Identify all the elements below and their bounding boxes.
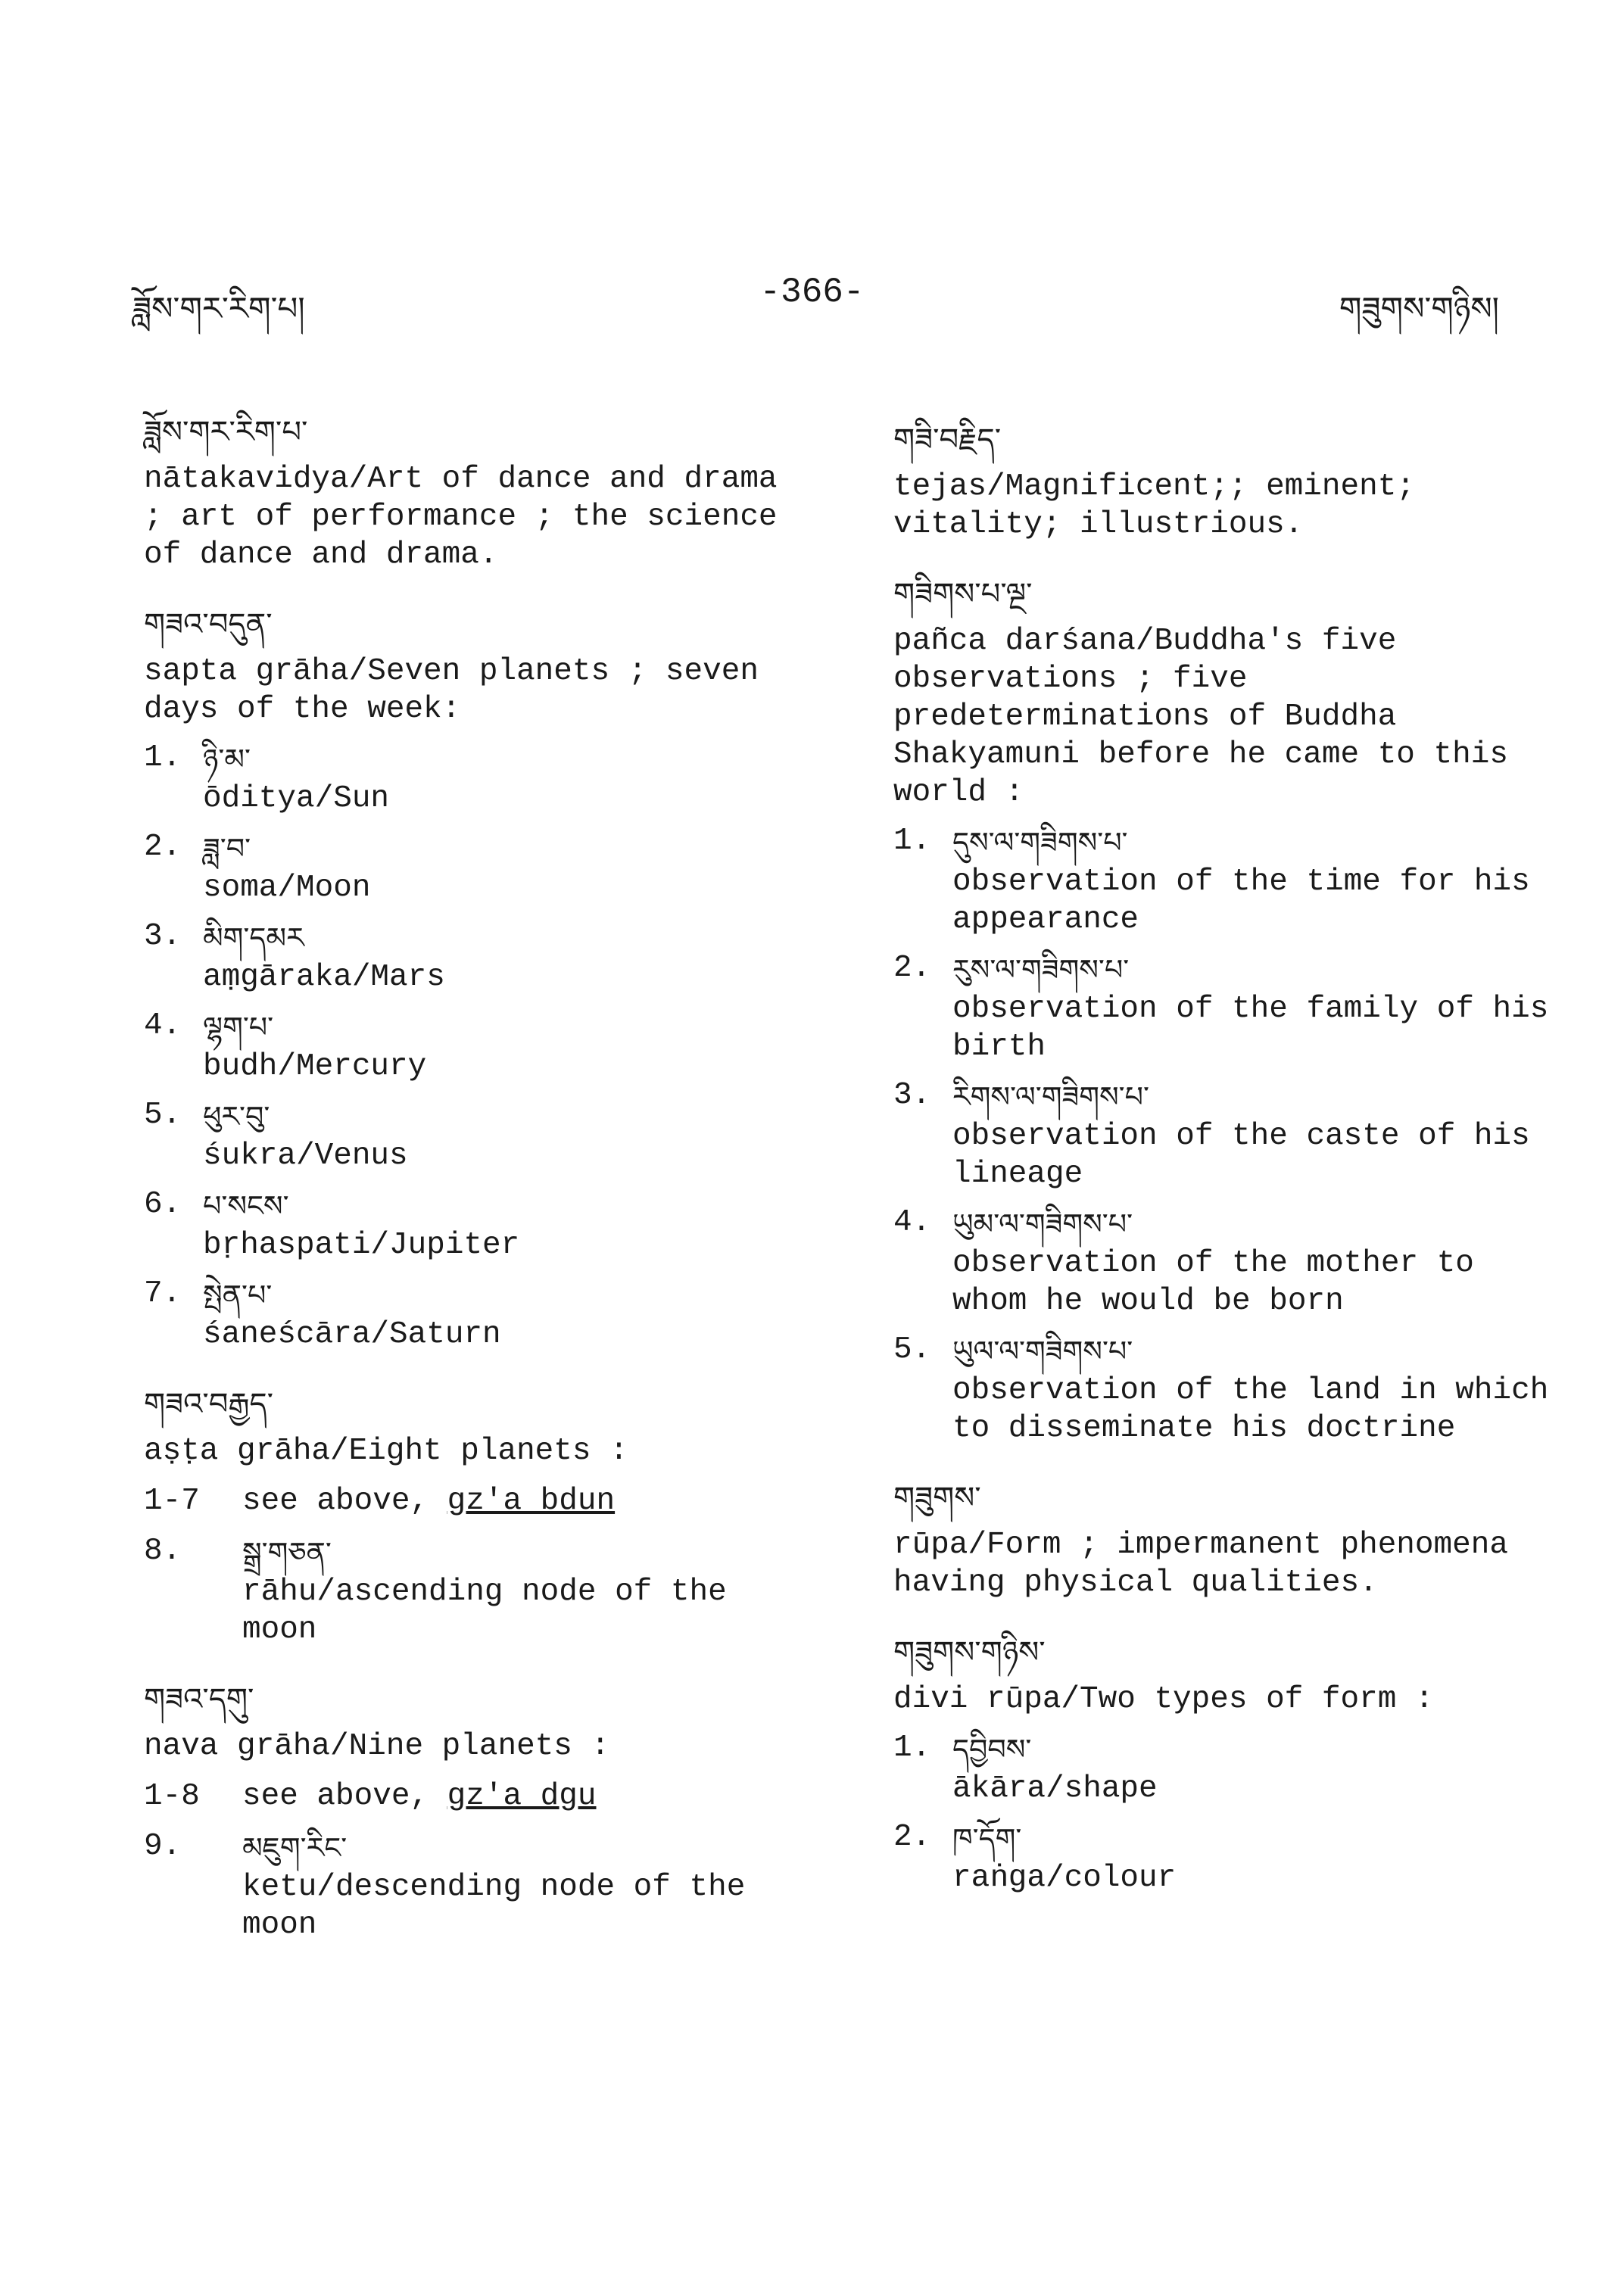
entry-nava-graha <box>144 1676 810 1944</box>
item-gloss: observation of the mother to whom he would be born <box>952 1246 1474 1319</box>
item-tibetan: ཟླ་བ་ <box>203 832 251 865</box>
item-gloss: ākāra/shape <box>952 1771 1158 1806</box>
entry-term: གཟུགས་ <box>893 1481 981 1516</box>
item-number: 2. <box>893 1820 931 1855</box>
item-number: 4. <box>893 1205 931 1240</box>
item-number: 2. <box>144 830 182 865</box>
entry-sapta-graha <box>144 601 810 1354</box>
item-gloss: ketu/descending node of the moon <box>242 1870 746 1943</box>
item-tibetan: པ་སངས་ <box>203 1189 289 1223</box>
list-item <box>893 949 1560 1066</box>
item-number: 7. <box>144 1276 182 1311</box>
entry-term: གཟིགས་པ་ལྔ་ <box>893 577 1033 612</box>
right-column <box>893 416 1560 1924</box>
entry-definition: divi rūpa/Two types of form : <box>893 1682 1434 1717</box>
list-item <box>144 918 810 996</box>
item-number: 3. <box>144 919 182 954</box>
item-number: 5. <box>893 1332 931 1367</box>
item-number: 6. <box>144 1187 182 1222</box>
entry-term: གཟུགས་གཉིས་ <box>893 1635 1046 1670</box>
item-tibetan: རུས་ལ་གཟིགས་པ་ <box>952 953 1130 986</box>
item-tibetan: ཕུར་བུ་ <box>203 1100 270 1133</box>
entry-definition: sapta grāha/Seven planets ; seven days of the week: <box>144 654 759 727</box>
entry-tejas <box>893 416 1560 544</box>
cross-reference <box>144 1482 810 1520</box>
item-tibetan: དུས་ལ་གཟིགས་པ་ <box>952 826 1128 859</box>
list-item <box>144 1275 810 1354</box>
list-item <box>144 1185 810 1264</box>
item-number: 1. <box>893 1731 931 1765</box>
running-head-right: གཟུགས་གཉིས། <box>1339 290 1499 327</box>
item-number: 1. <box>144 740 182 775</box>
cross-reference <box>144 1777 810 1815</box>
entry-term: གཟའ་དགུ་ <box>144 1682 254 1717</box>
ref-text: see above, <box>242 1779 447 1814</box>
list-item <box>893 1204 1560 1320</box>
item-tibetan: ཉི་མ་ <box>203 743 251 776</box>
list-item <box>893 1076 1560 1193</box>
entry-divi-rupa <box>893 1629 1560 1897</box>
page-number: -366- <box>759 273 865 312</box>
entry-panca-darsana <box>893 571 1560 1447</box>
item-gloss: observation of the family of his birth <box>952 992 1549 1064</box>
item-number: 8. <box>144 1534 182 1569</box>
item-tibetan: སྒྲ་གཅན་ <box>242 1536 332 1569</box>
list-item <box>893 1729 1560 1808</box>
item-gloss: ōditya/Sun <box>203 781 390 816</box>
ref-link: gz'a bdun <box>447 1484 616 1519</box>
item-tibetan: ལྷག་པ་ <box>203 1011 274 1044</box>
entry-definition: pañca darśana/Buddha's five observations ; five predeterminations of Buddha Shakyamuni before he came to this world : <box>893 624 1508 810</box>
item-tibetan: རིགས་ལ་གཟིགས་པ་ <box>952 1080 1149 1114</box>
list-item <box>144 1827 810 1944</box>
entry-definition: nātakavidya/Art of dance and drama ; art of performance ; the science of dance and drama. <box>144 462 778 572</box>
entry-term: ཟློས་གར་རིག་པ་ <box>144 415 308 450</box>
item-gloss: śukra/Venus <box>203 1139 408 1173</box>
item-tibetan: མིག་དམར <box>203 921 304 955</box>
ref-link: gz'a dgu <box>447 1779 597 1814</box>
item-gloss: budh/Mercury <box>203 1049 427 1084</box>
item-tibetan: ཡུམ་ལ་གཟིགས་པ་ <box>952 1207 1133 1241</box>
item-number: 5. <box>144 1098 182 1132</box>
list-item <box>893 1331 1560 1447</box>
list-item <box>144 828 810 907</box>
item-number: 4. <box>144 1008 182 1043</box>
ref-number: 1-7 <box>144 1484 200 1519</box>
entry-asta-graha <box>144 1381 810 1649</box>
item-gloss: observation of the caste of his lineage <box>952 1119 1530 1192</box>
item-gloss: observation of the land in which to disseminate his doctrine <box>952 1373 1549 1446</box>
list-item <box>144 1532 810 1649</box>
item-gloss: raṅga/colour <box>952 1861 1177 1896</box>
list-item <box>144 1096 810 1175</box>
entry-term: གཟའ་བརྒྱད་ <box>144 1387 274 1422</box>
item-gloss: śaneścāra/Saturn <box>203 1317 501 1352</box>
entry-definition: aṣṭa grāha/Eight planets : <box>144 1434 628 1469</box>
item-tibetan: མཇུག་རིང་ <box>242 1831 348 1865</box>
list-item <box>144 739 810 818</box>
item-number: 3. <box>893 1078 931 1113</box>
entry-term: གཟའ་བདུན་ <box>144 607 273 642</box>
entry-term: གཟི་བརྗིད་ <box>893 422 1002 457</box>
item-gloss: observation of the time for his appearance <box>952 865 1530 937</box>
entry-definition: rūpa/Form ; impermanent phenomena having physical qualities. <box>893 1528 1508 1600</box>
item-tibetan: དབྱིབས་ <box>952 1733 1032 1766</box>
item-gloss: bṛhaspati/Jupiter <box>203 1228 520 1263</box>
item-number: 9. <box>144 1829 182 1864</box>
list-item <box>144 1007 810 1086</box>
list-item <box>893 822 1560 939</box>
item-gloss: aṃgāraka/Mars <box>203 960 445 995</box>
list-item <box>893 1818 1560 1897</box>
item-number: 1. <box>893 824 931 858</box>
item-gloss: soma/Moon <box>203 871 371 905</box>
entry-rupa <box>893 1475 1560 1602</box>
entry-definition: tejas/Magnificent;; eminent; vitality; illustrious. <box>893 469 1415 542</box>
running-head-left: ཟློས་གར་རིག་པ། <box>132 290 305 327</box>
item-tibetan: ཡུལ་ལ་གཟིགས་པ་ <box>952 1335 1133 1368</box>
item-gloss: rāhu/ascending node of the moon <box>242 1575 727 1647</box>
ref-number: 1-8 <box>144 1779 200 1814</box>
item-tibetan: སྤེན་པ་ <box>203 1279 273 1312</box>
entry-natakavidya <box>144 409 810 574</box>
left-column <box>144 409 810 1971</box>
ref-text: see above, <box>242 1484 447 1519</box>
item-number: 2. <box>893 951 931 986</box>
entry-definition: nava grāha/Nine planets : <box>144 1729 610 1764</box>
item-tibetan: ཁ་དོག་ <box>952 1822 1022 1855</box>
